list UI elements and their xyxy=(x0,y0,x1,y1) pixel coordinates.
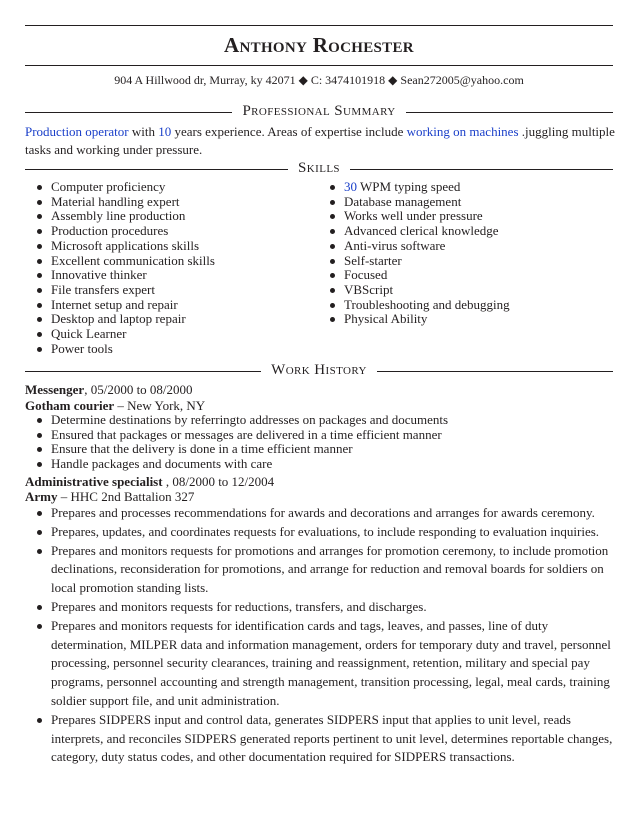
list-item: Prepares, updates, and coordinates requests for evaluations, to include responding to evaluation inquiries. xyxy=(27,523,613,542)
summary-text: Production operator with 10 years experience. Areas of expertise include working on machines .juggling multiple tasks and working under pressure. xyxy=(25,124,615,157)
list-item: Power tools xyxy=(27,342,215,357)
summary-expertise: working on machines xyxy=(406,124,519,139)
list-item: Prepares and monitors requests for reductions, transfers, and discharges. xyxy=(27,598,613,617)
skills-right-list xyxy=(320,180,510,327)
list-item: Microsoft applications skills xyxy=(27,239,215,254)
list-item: Desktop and laptop repair xyxy=(27,312,215,327)
summary-heading: Professional Summary xyxy=(0,103,638,120)
job1-title: Messenger xyxy=(25,382,85,397)
list-item: 30 WPM typing speed xyxy=(320,180,510,195)
list-item: Works well under pressure xyxy=(320,209,510,224)
list-item: Internet setup and repair xyxy=(27,298,215,313)
job2-bullets xyxy=(27,504,613,767)
list-item: Prepares SIDPERS input and control data, generates SIDPERS input that applies to unit level, reads interprets, and reconciles SIDPERS generated reports pertinent to unit level, determines reportable changes, category, duty status codes, and other documentation required for SIDPERS transactions. xyxy=(27,711,613,767)
list-item: Anti-virus software xyxy=(320,239,510,254)
list-item: File transfers expert xyxy=(27,283,215,298)
top-rule xyxy=(25,25,613,26)
work-heading: Work History xyxy=(0,362,638,379)
list-item: Material handling expert xyxy=(27,195,215,210)
job1-location: – New York, NY xyxy=(114,398,206,413)
list-item: Innovative thinker xyxy=(27,268,215,283)
list-item: Excellent communication skills xyxy=(27,254,215,269)
skills-heading: Skills xyxy=(0,160,638,177)
job2-title-line xyxy=(25,474,274,490)
list-item: Determine destinations by referringto addresses on packages and documents xyxy=(27,413,613,428)
list-item: Ensure that the delivery is done in a time efficient manner xyxy=(27,442,613,457)
contact-line: 904 A Hillwood dr, Murray, ky 42071 ◆ C: 3474101918 ◆ Sean272005@yahoo.com xyxy=(114,73,524,87)
list-item: Ensured that packages or messages are delivered in a time efficient manner xyxy=(27,428,613,443)
summary-years: 10 xyxy=(158,124,172,139)
job2-dates: , 08/2000 to 12/2004 xyxy=(162,474,275,489)
list-item: Self-starter xyxy=(320,254,510,269)
list-item: Physical Ability xyxy=(320,312,510,327)
job2-company-line xyxy=(25,489,194,505)
job1-dates: , 05/2000 to 08/2000 xyxy=(84,382,193,397)
list-item: Prepares and monitors requests for identification cards and tags, leaves, and passes, line of duty determination, MILPER data and information management, orders for temporary duty and travel, personnel processing, personnel security clearances, training and reassignment, retention, military and special pay programs, personnel accounting and strength management, transition processing, legal, meal cards, training soldier support file, and unit administration. xyxy=(27,617,613,711)
list-item: Focused xyxy=(320,268,510,283)
name-rule xyxy=(25,65,613,66)
list-item: Advanced clerical knowledge xyxy=(320,224,510,239)
job1-title-line xyxy=(25,382,193,398)
job2-location: – HHC 2nd Battalion 327 xyxy=(57,489,195,504)
list-item: Quick Learner xyxy=(27,327,215,342)
list-item: Troubleshooting and debugging xyxy=(320,298,510,313)
list-item: Prepares and monitors requests for promotions and arranges for promotion ceremony, to include promotion declinations, reconsideration for promotions, and arrange for reduction and removal boards for soldiers on local promotion standing lists. xyxy=(27,542,613,598)
wpm-value: 30 xyxy=(344,179,357,194)
list-item: Assembly line production xyxy=(27,209,215,224)
skills-left-list xyxy=(27,180,215,356)
list-item: VBScript xyxy=(320,283,510,298)
job1-company: Gotham courier xyxy=(25,398,115,413)
list-item: Computer proficiency xyxy=(27,180,215,195)
job1-bullets xyxy=(27,413,613,471)
list-item: Handle packages and documents with care xyxy=(27,457,613,472)
list-item: Production procedures xyxy=(27,224,215,239)
summary-role: Production operator xyxy=(25,124,129,139)
job2-company: Army xyxy=(25,489,58,504)
candidate-name: Anthony Rochester xyxy=(224,33,414,57)
job2-title: Administrative specialist xyxy=(25,474,163,489)
list-item: Prepares and processes recommendations for awards and decorations and arranges for awards ceremony. xyxy=(27,504,613,523)
list-item: Database management xyxy=(320,195,510,210)
